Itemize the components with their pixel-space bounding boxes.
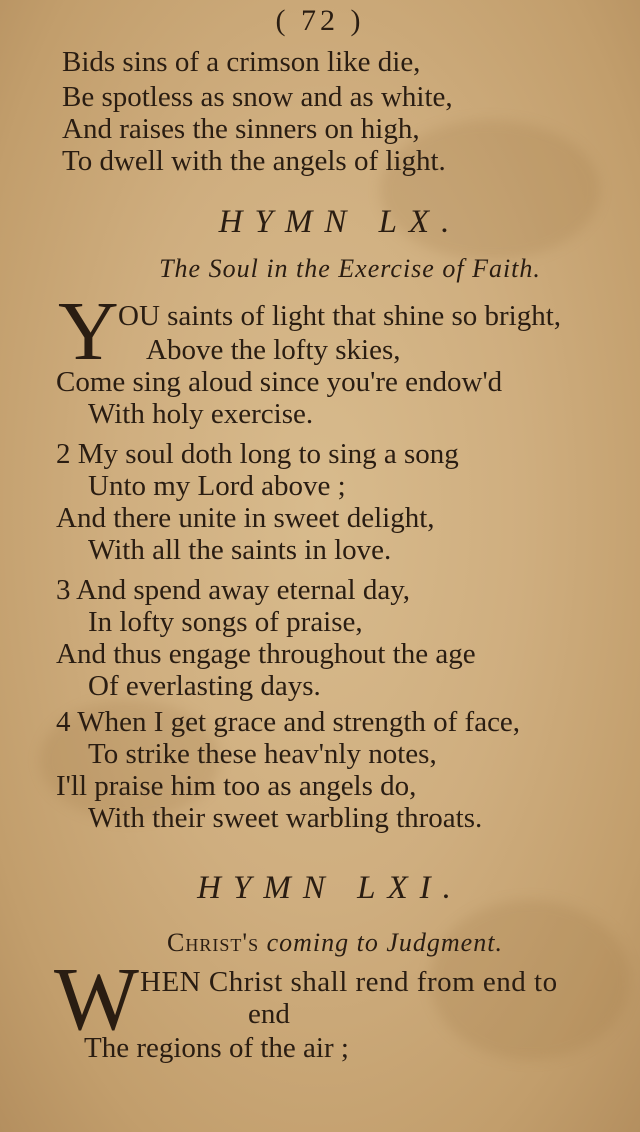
drop-cap: W (54, 950, 139, 1049)
verse-line: With their sweet warbling throats. (88, 802, 483, 834)
subtitle-caps: Christ's (167, 928, 260, 957)
verse-line: Above the lofty skies, (146, 334, 401, 366)
verse-line: With all the saints in love. (88, 534, 392, 566)
hymn-title: HYMN LXI. (197, 870, 463, 906)
verse-line: 3 And spend away eternal day, (56, 574, 411, 606)
subtitle-rest: coming to Judgment. (266, 928, 503, 957)
verse-line: Of everlasting days. (88, 670, 321, 702)
verse-line: HEN Christ shall rend from end to (140, 966, 558, 998)
verse-line: I'll praise him too as angels do, (56, 770, 417, 802)
verse-line: To dwell with the angels of light. (62, 145, 446, 177)
verse-line: Bids sins of a crimson like die, (62, 46, 421, 78)
verse-line: And thus engage throughout the age (56, 638, 476, 670)
verse-line: 4 When I get grace and strength of face, (56, 706, 521, 738)
verse-line: Come sing aloud since you're endow'd (56, 366, 503, 398)
verse-line: Be spotless as snow and as white, (62, 81, 453, 113)
verse-line: To strike these heav'nly notes, (88, 738, 437, 770)
drop-cap: Y (58, 285, 119, 378)
verse-line: In lofty songs of praise, (88, 606, 363, 638)
page-number: ( 72 ) (275, 4, 365, 37)
verse-line: And raises the sinners on high, (62, 113, 420, 145)
verse-line: And there unite in sweet delight, (56, 502, 435, 534)
verse-line: The regions of the air ; (84, 1032, 349, 1064)
verse-line: Unto my Lord above ; (88, 470, 346, 502)
verse-line: end (248, 998, 290, 1030)
verse-line: With holy exercise. (88, 398, 314, 430)
hymn-subtitle: The Soul in the Exercise of Faith. (159, 254, 541, 283)
verse-line: OU saints of light that shine so bright, (118, 300, 562, 332)
hymn-title: HYMN LX. (218, 204, 462, 240)
verse-line: 2 My soul doth long to sing a song (56, 438, 459, 470)
